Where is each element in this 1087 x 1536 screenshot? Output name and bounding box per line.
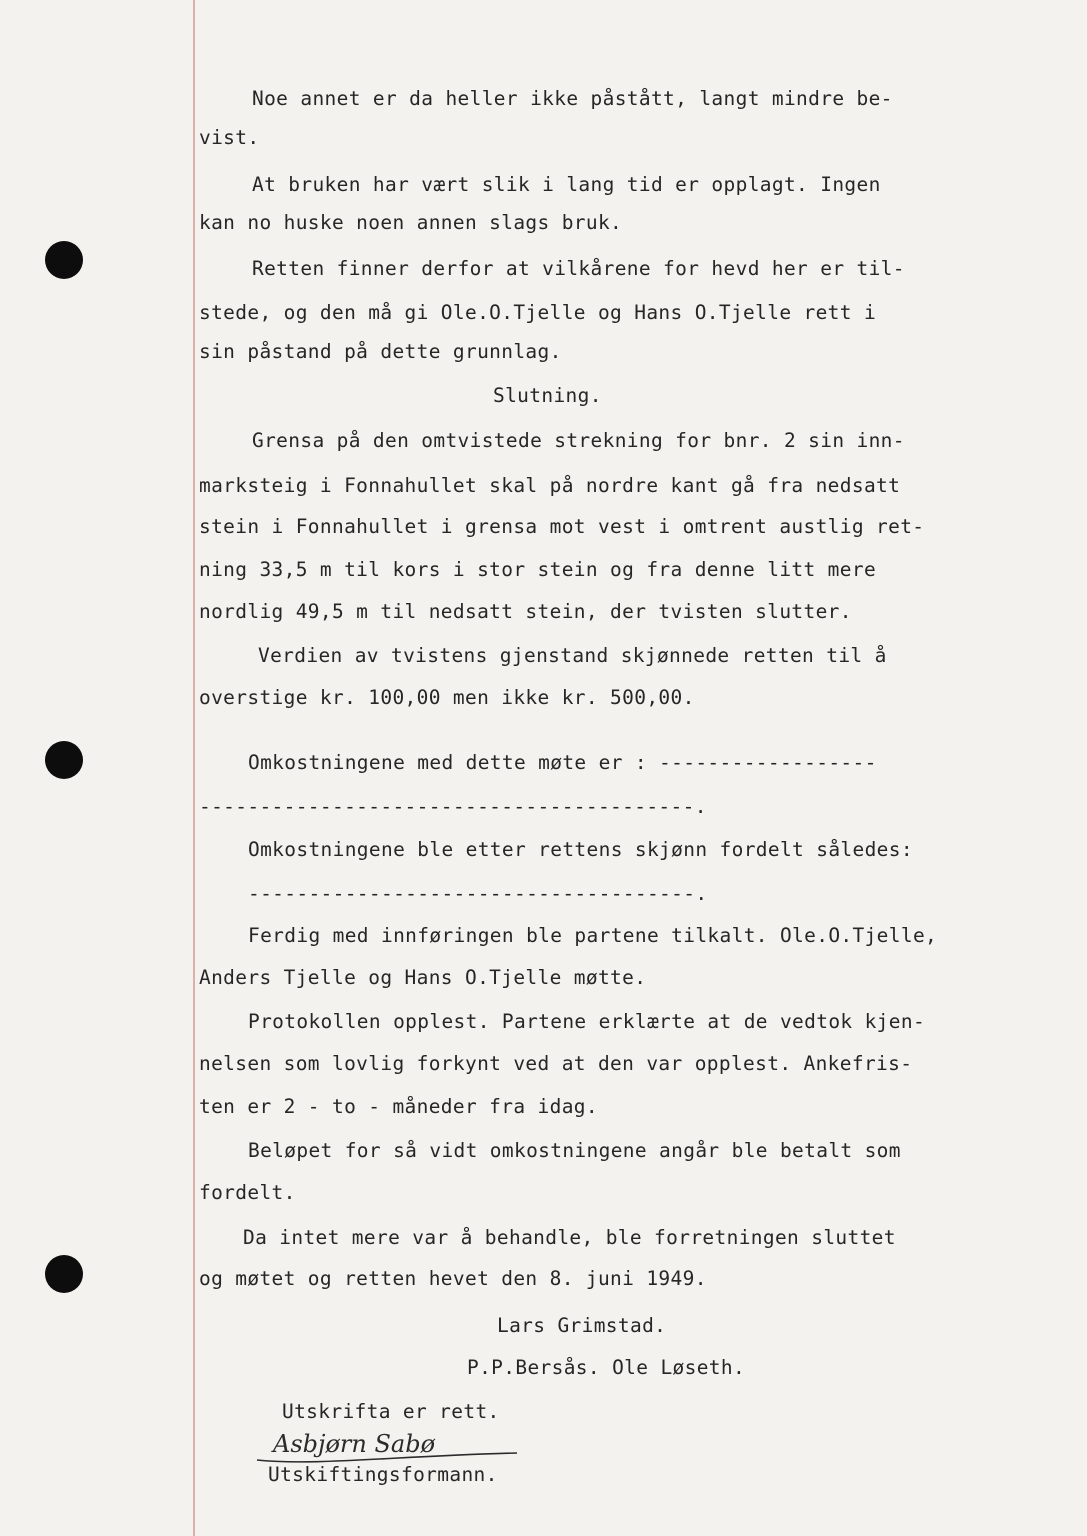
text-line: Da intet mere var å behandle, ble forretningen sluttet bbox=[243, 1226, 896, 1249]
text-line: Anders Tjelle og Hans O.Tjelle møtte. bbox=[199, 966, 647, 989]
text-line: Omkostningene med dette møte er : ------------------ bbox=[248, 751, 877, 774]
text-line: Protokollen opplest. Partene erklærte at de vedtok kjen- bbox=[248, 1010, 926, 1033]
text-line: Verdien av tvistens gjenstand skjønnede retten til å bbox=[258, 644, 887, 667]
text-line: Grensa på den omtvistede strekning for bnr. 2 sin inn- bbox=[252, 429, 905, 452]
text-line: sin påstand på dette grunnlag. bbox=[199, 340, 562, 363]
text-line: Omkostningene ble etter rettens skjønn fordelt således: bbox=[248, 838, 913, 861]
signature-name: Lars Grimstad. bbox=[497, 1314, 667, 1337]
text-line: At bruken har vært slik i lang tid er opplagt. Ingen bbox=[252, 173, 881, 196]
text-line: Beløpet for så vidt omkostningene angår ble betalt som bbox=[248, 1139, 901, 1162]
punch-hole-icon bbox=[45, 1255, 83, 1293]
text-line: Noe annet er da heller ikke påstått, langt mindre be- bbox=[252, 87, 893, 110]
text-line: Ferdig med innføringen ble partene tilkalt. Ole.O.Tjelle, bbox=[248, 924, 938, 947]
text-line: stein i Fonnahullet i grensa mot vest i omtrent austlig ret- bbox=[199, 515, 925, 538]
dash-line: -------------------------------------. bbox=[248, 882, 708, 905]
text-line: overstige kr. 100,00 men ikke kr. 500,00. bbox=[199, 686, 695, 709]
text-line: nelsen som lovlig forkynt ved at den var opplest. Ankefris- bbox=[199, 1052, 913, 1075]
text-line: nordlig 49,5 m til nedsatt stein, der tvisten slutter. bbox=[199, 600, 852, 623]
signature-script-text: Asbjørn Sabø bbox=[273, 1430, 436, 1458]
punch-hole-icon bbox=[45, 741, 83, 779]
text-line: ten er 2 - to - måneder fra idag. bbox=[199, 1095, 598, 1118]
text-line: kan no huske noen annen slags bruk. bbox=[199, 211, 623, 234]
certification-line: Utskrifta er rett. bbox=[282, 1400, 500, 1423]
text-line: stede, og den må gi Ole.O.Tjelle og Hans O.Tjelle rett i bbox=[199, 301, 877, 324]
text-line: Retten finner derfor at vilkårene for hevd her er til- bbox=[252, 257, 905, 280]
dash-line: -----------------------------------------. bbox=[199, 795, 707, 818]
signature-names: P.P.Bersås. Ole Løseth. bbox=[467, 1356, 746, 1379]
text-line: ning 33,5 m til kors i stor stein og fra denne litt mere bbox=[199, 558, 877, 581]
text-line: vist. bbox=[199, 126, 260, 149]
text-line: og møtet og retten hevet den 8. juni 1949. bbox=[199, 1267, 707, 1290]
signature-title: Utskiftingsformann. bbox=[268, 1463, 498, 1486]
margin-rule bbox=[193, 0, 195, 1536]
section-heading: Slutning. bbox=[493, 384, 602, 407]
punch-hole-icon bbox=[45, 241, 83, 279]
text-line: fordelt. bbox=[199, 1181, 296, 1204]
text-line: marksteig i Fonnahullet skal på nordre kant gå fra nedsatt bbox=[199, 474, 901, 497]
